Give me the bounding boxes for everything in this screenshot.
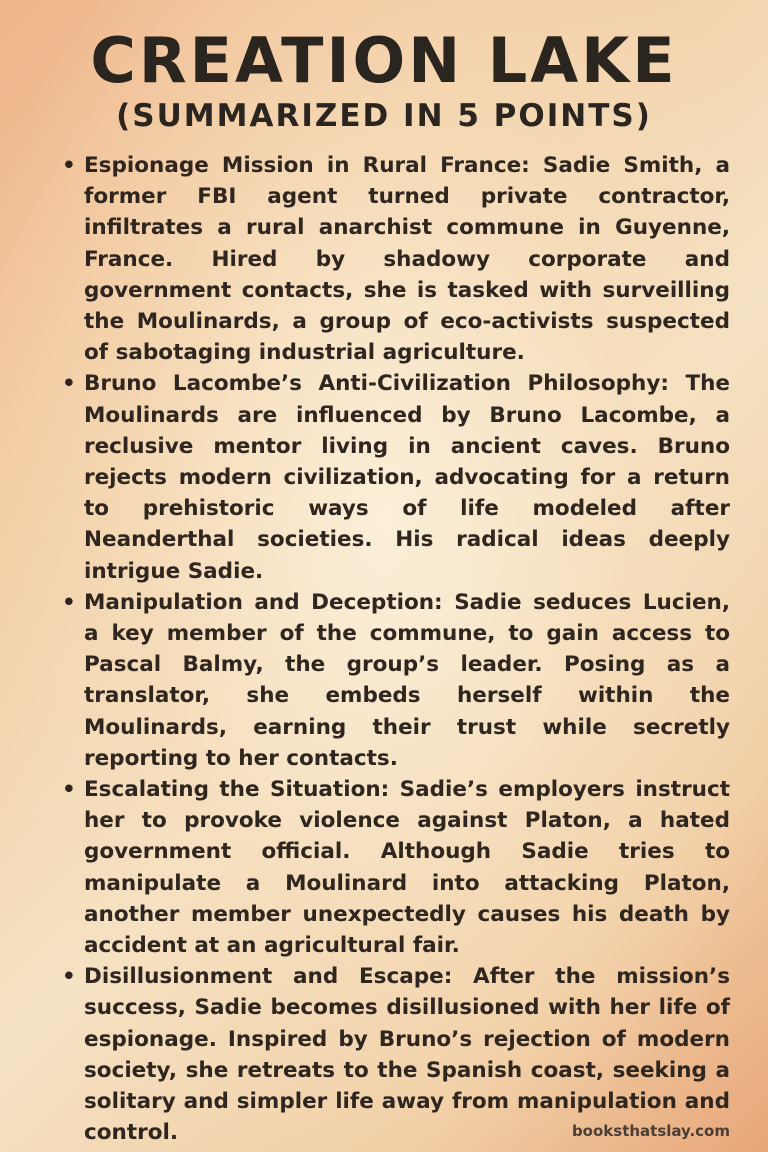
page-subtitle: (SUMMARIZED IN 5 POINTS) xyxy=(116,98,652,134)
site-watermark: booksthatslay.com xyxy=(571,1122,730,1140)
bullet-icon: • xyxy=(62,153,76,178)
summary-point-text: Bruno Lacombe’s Anti-Civilization Philosophy: The Moulinards are influenced by Bruno Lacombe, a reclusive mentor living in ancient caves. Bruno rejects modern civilization, advocating for a return to prehistoric ways of life modeled after Neanderthal societies. His radical ideas deeply intrigue Sadie. xyxy=(84,371,730,584)
bullet-icon: • xyxy=(62,777,76,803)
summary-point-4 xyxy=(58,774,730,961)
summary-point-text: Escalating the Situation: Sadie’s employers instruct her to provoke violence against Platon, a hated government official. Although Sadie tries to manipulate a Moulinard into attacking Platon, another member unexpectedly causes his death by accident at an agricultural fair. xyxy=(84,777,730,959)
bullet-icon: • xyxy=(62,964,76,990)
summary-point-5 xyxy=(58,961,730,1148)
page-title: CREATION LAKE xyxy=(90,24,678,97)
bullet-icon: • xyxy=(62,371,76,397)
summary-point-text: Disillusionment and Escape: After the mission’s success, Sadie becomes disillusioned with her life of espionage. Inspired by Bruno’s rejection of modern society, she retreats to the Spanish coast, seeking a solitary and simpler life away from manipulation and control. xyxy=(84,964,730,1146)
bullet-icon: • xyxy=(62,589,76,615)
summary-point-text: Espionage Mission in Rural France: Sadie Smith, a former FBI agent turned private contractor, infiltrates a rural anarchist commune in Guyenne, France. Hired by shadowy corporate and government contacts, she is tasked with surveilling the Moulinards, a group of eco-activists suspected of sabotaging industrial agriculture. xyxy=(84,153,730,366)
summary-point-2 xyxy=(58,368,730,586)
summary-point-3 xyxy=(58,587,730,774)
summary-points-list xyxy=(58,150,730,1149)
summary-point-text: Manipulation and Deception: Sadie seduces Lucien, a key member of the commune, to gain access to Pascal Balmy, the group’s leader. Posing as a translator, she embeds herself within the Moulinards, earning their trust while secretly reporting to her contacts. xyxy=(84,589,730,771)
summary-point-1 xyxy=(58,150,730,368)
